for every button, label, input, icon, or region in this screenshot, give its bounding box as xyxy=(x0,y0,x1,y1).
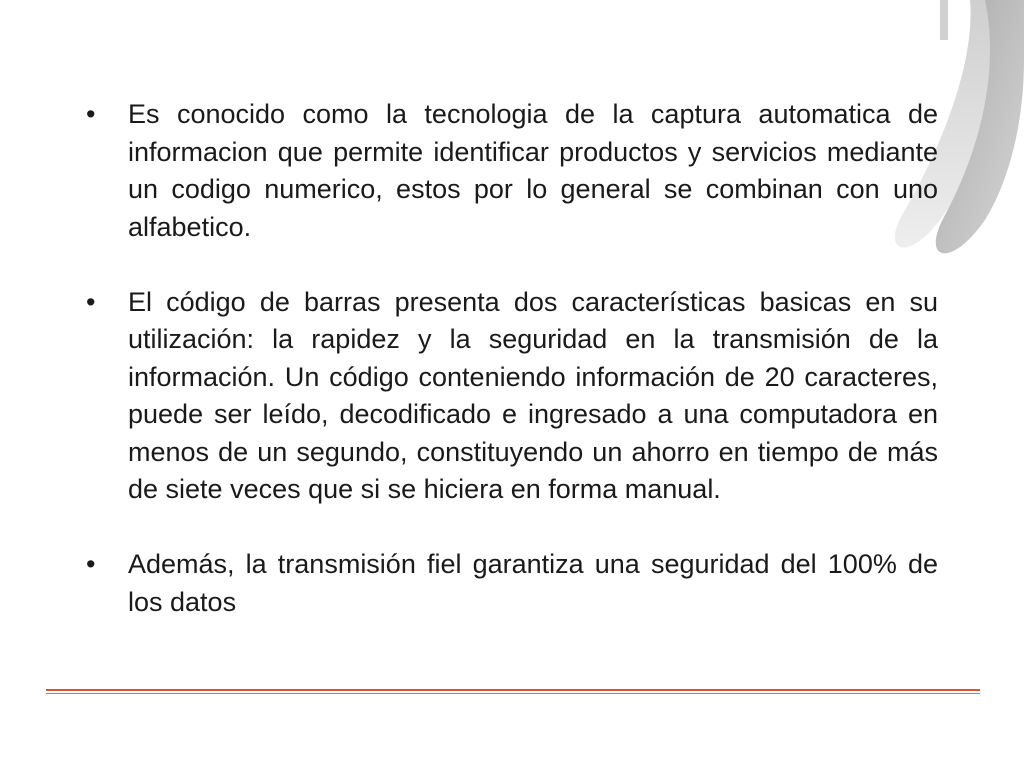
swoosh-edge xyxy=(940,0,948,40)
bullet-list xyxy=(80,96,938,621)
bullet-marker: • xyxy=(86,286,96,317)
bullet-item-1 xyxy=(80,96,938,246)
footer-divider-line xyxy=(46,693,980,694)
bullet-marker: • xyxy=(86,549,96,579)
bullet-marker: • xyxy=(86,99,96,129)
bullet-item-3 xyxy=(80,546,938,621)
footer-accent-line xyxy=(46,689,980,691)
bullet-item-2 xyxy=(80,284,938,509)
bullet-text: El código de barras presenta dos características basicas en su utilización: la rapidez y la seguridad en la transmisión de la información. Un código conteniendo información de 20 caracteres, puede ser leído, decodificado e ingresado a una computadora en menos de un segundo, constituyendo un ahorro en tiempo de más de siete veces que si se hiciera en forma manual. xyxy=(128,286,938,504)
bullet-text: Además, la transmisión fiel garantiza una seguridad del 100% de los datos xyxy=(128,549,938,617)
bullet-text: Es conocido como la tecnologia de la captura automatica de informacion que permite identificar productos y servicios mediante un codigo numerico, estos por lo general se combinan con uno alfabetico. xyxy=(128,99,938,242)
